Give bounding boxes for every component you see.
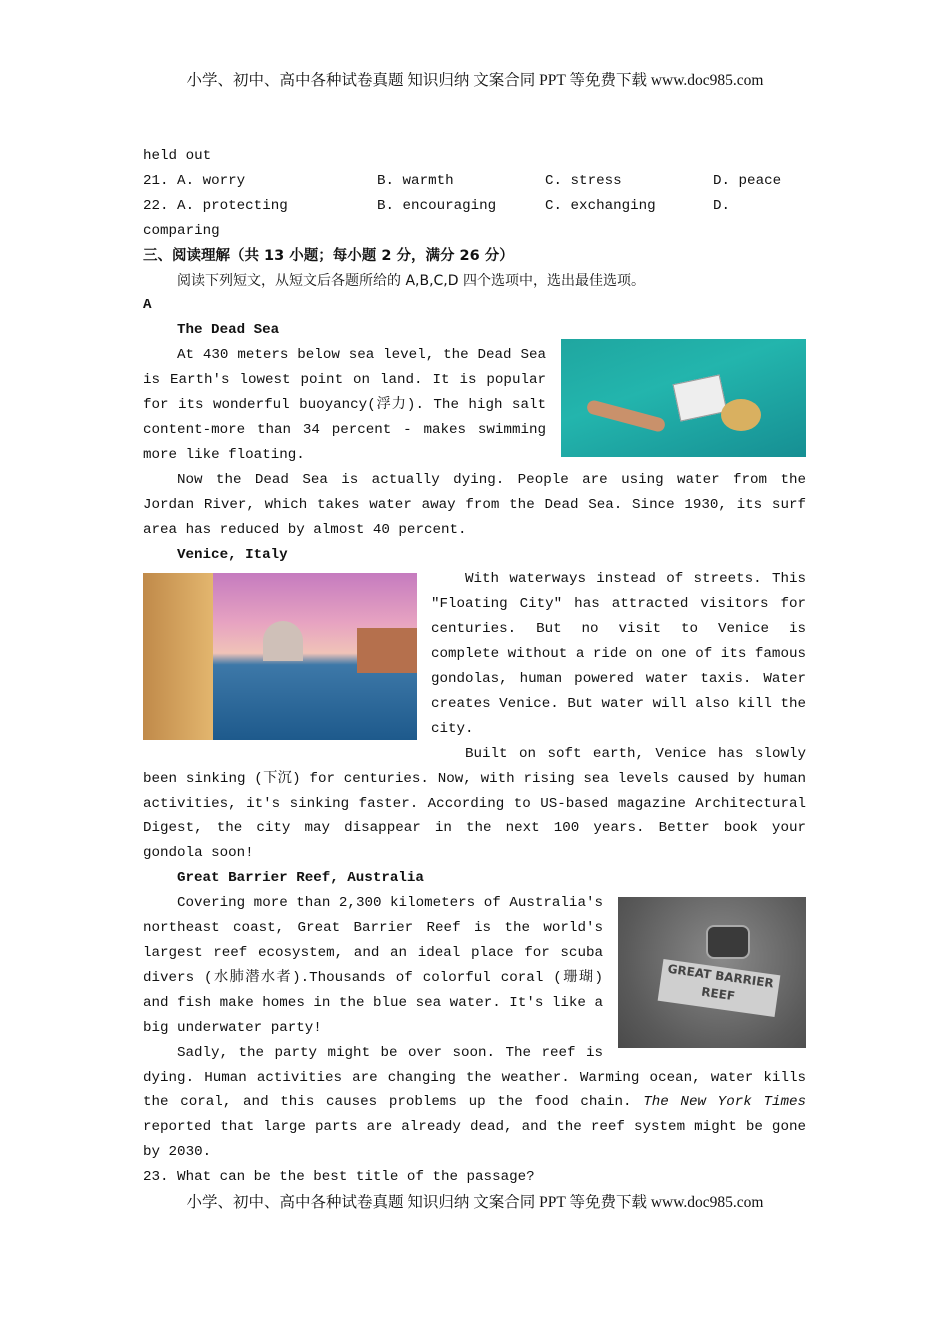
option-d: D. xyxy=(713,197,731,214)
question-22-options xyxy=(143,194,806,219)
newspaper-name: The New York Times xyxy=(643,1094,807,1111)
reef-paragraph-1: Covering more than 2,300 kilometers of Australia's northeast coast, Great Barrier Reef is the world's largest reef ecosystem, and an ideal place for scuba divers (水肺潜水者).Thousands of colorful coral (珊瑚) and fish make homes in the blue sea water. It's like a big underwater party! xyxy=(143,895,603,1036)
dead-sea-title: The Dead Sea xyxy=(177,322,280,339)
venice-photo xyxy=(143,573,417,740)
previous-answer-tail: held out xyxy=(143,148,212,164)
reef-diver-photo xyxy=(618,897,806,1048)
question-21-options xyxy=(143,169,806,194)
document-body xyxy=(143,144,806,1190)
reef-title: Great Barrier Reef, Australia xyxy=(177,870,424,887)
page-header: 小学、初中、高中各种试卷真题 知识归纳 文案合同 PPT 等免费下载 www.doc985.com xyxy=(186,72,764,89)
reef-paragraph-2: Sadly, the party might be over soon. The reef is dying. Human activities are changing the weather. Warming ocean, water kills the coral, and this causes problems up the food chain. The New York Times reported that large parts are already dead, and the reef system might be gone by 2030. xyxy=(143,1044,807,1161)
section-instruction: 阅读下列短文，从短文后各题所给的 A,B,C,D 四个选项中，选出最佳选项。 xyxy=(177,272,645,289)
section-heading: 三、阅读理解（共 13 小题；每小题 2 分，满分 26 分） xyxy=(143,247,514,264)
passage-label: A xyxy=(143,297,152,314)
option-a: 22. A. protecting xyxy=(143,197,288,214)
venice-title: Venice, Italy xyxy=(177,546,288,563)
question-23: 23. What can be the best title of the passage? xyxy=(143,1169,535,1186)
venice-paragraph-1: With waterways instead of streets. This "Floating City" has attracted visitors for centuries. But no visit to Venice is complete without a ride on one of its famous gondolas, human powered water taxis. Water creates Venice. But water will also kill the city. xyxy=(431,571,806,737)
venice-paragraph-2: Built on soft earth, Venice has slowly been sinking (下沉) for centuries. Now, with rising sea levels caused by human activities, it's sinking faster. According to US-based magazine Architectural Digest, the city may disappear in the next 100 years. Better book your gondola soon! xyxy=(143,745,806,862)
option-b: B. warmth xyxy=(377,172,454,189)
option-c: C. exchanging xyxy=(545,197,656,214)
reef-sign: GREAT BARRIER REEF xyxy=(658,959,781,1017)
option-a: 21. A. worry xyxy=(143,172,246,189)
option-d-wrap: comparing xyxy=(143,222,220,239)
dead-sea-paragraph-1: At 430 meters below sea level, the Dead Sea is Earth's lowest point on land. It is popular for its wonderful buoyancy(浮力). The high salt content-more than 34 percent - makes swimming more like floating. xyxy=(143,347,546,463)
option-c: C. stress xyxy=(545,172,622,189)
page-footer: 小学、初中、高中各种试卷真题 知识归纳 文案合同 PPT 等免费下载 www.doc985.com xyxy=(186,1194,764,1211)
dead-sea-paragraph-2: Now the Dead Sea is actually dying. People are using water from the Jordan River, which takes water away from the Dead Sea. Since 1930, its surf area has reduced by almost 40 percent. xyxy=(143,471,806,538)
dead-sea-photo xyxy=(561,339,806,457)
option-d: D. peace xyxy=(713,172,782,189)
option-b: B. encouraging xyxy=(377,197,497,214)
